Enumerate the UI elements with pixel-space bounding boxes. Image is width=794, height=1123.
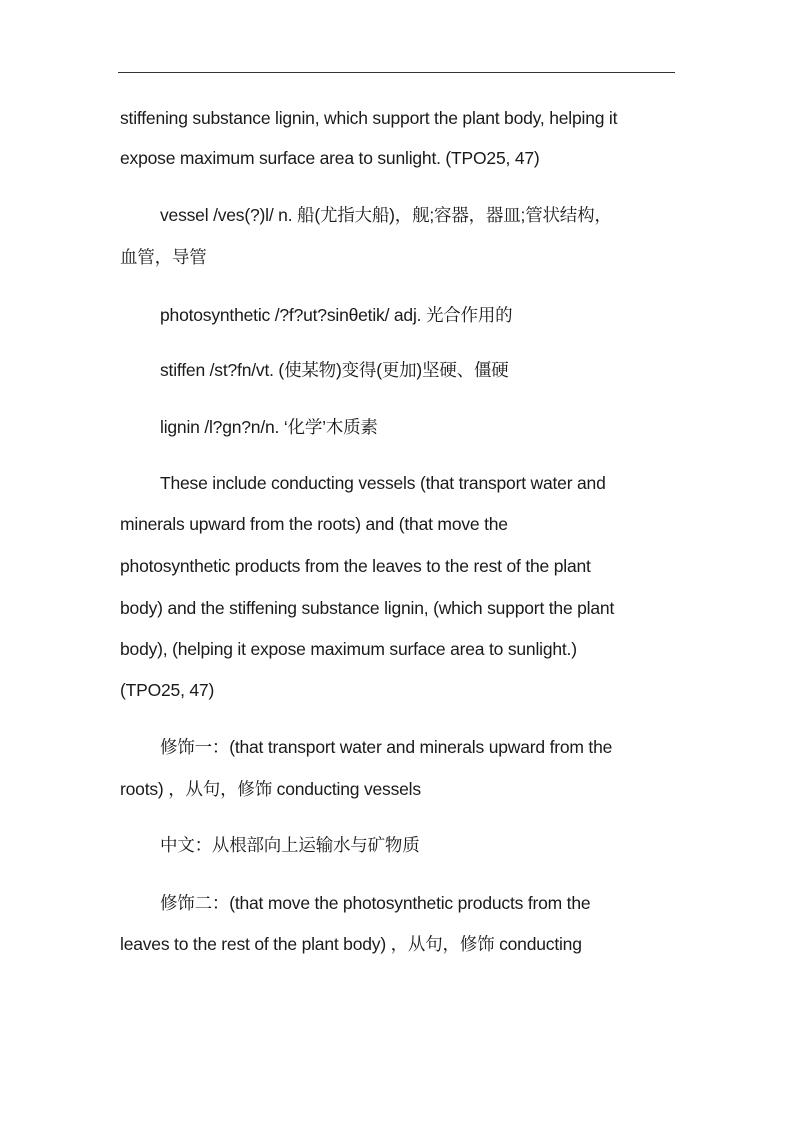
text-line: expose maximum surface area to sunlight. (TPO25, 47) <box>120 148 540 168</box>
header-rule <box>118 72 675 73</box>
text-line: 血管，导管 <box>120 247 207 267</box>
modifier-one: 修饰一：(that transport water and minerals upward from the <box>160 737 613 757</box>
vocab-stiffen: stiffen /st?fn/vt. (使某物)变得(更加)坚硬、僵硬 <box>160 360 509 380</box>
text-line: body) and the stiffening substance lignin, (which support the plant <box>120 598 615 618</box>
text-line: leaves to the rest of the plant body) ，从句，修饰 conducting <box>120 934 582 954</box>
text-line: (TPO25, 47) <box>120 680 215 700</box>
text-line: body), (helping it expose maximum surface area to sunlight.) <box>120 639 577 659</box>
vocab-photosynthetic: photosynthetic /?f?ut?sinθetik/ adj. 光合作用的 <box>160 305 513 325</box>
text-line: photosynthetic products from the leaves to the rest of the plant <box>120 556 591 576</box>
vocab-lignin: lignin /l?gn?n/n. ‘化学’木质素 <box>160 417 378 437</box>
modifier-two: 修饰二：(that move the photosynthetic products from the <box>160 893 591 913</box>
vocab-vessel: vessel /ves(?)l/ n. 船(尤指大船)，舰;容器，器皿;管状结构， <box>160 205 612 225</box>
text-line: These include conducting vessels (that transport water and <box>160 473 606 493</box>
chinese-translation: 中文：从根部向上运输水与矿物质 <box>160 835 420 855</box>
text-line: minerals upward from the roots) and (that move the <box>120 514 508 534</box>
text-line: stiffening substance lignin, which support the plant body, helping it <box>120 108 618 128</box>
text-line: roots) ，从句，修饰 conducting vessels <box>120 779 421 799</box>
